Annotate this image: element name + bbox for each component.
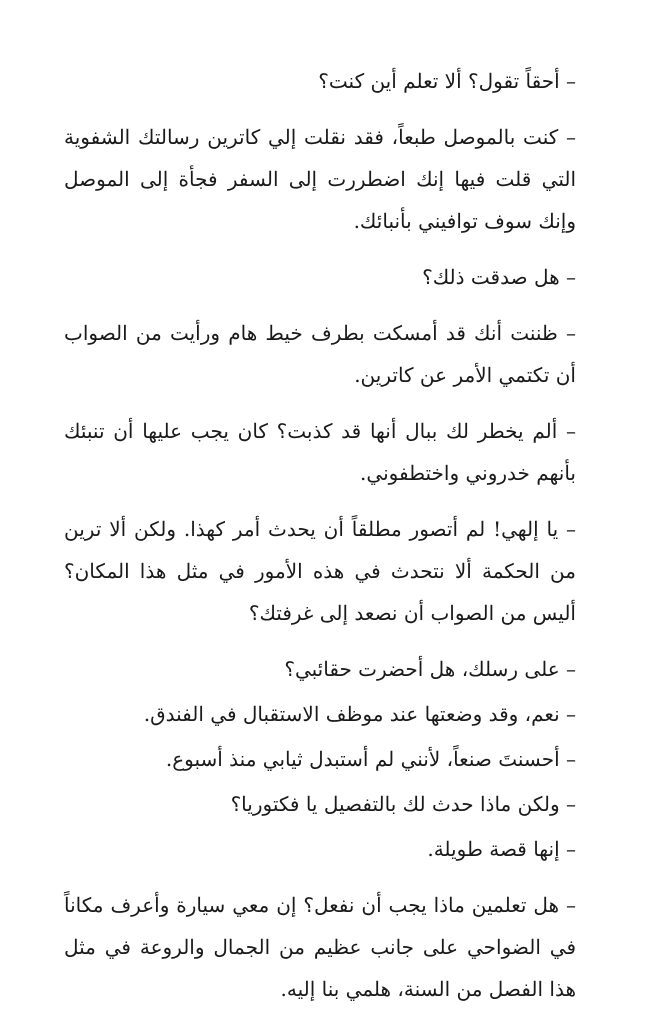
dialogue-paragraph-6: – يا إلهي! لم أتصور مطلقاً أن يحدث أمر كهذا. ولكن ألا ترين من الحكمة ألا نتحدث في هذه الأمور في مثل هذا المكان؟ أليس من الصواب أن نصعد إلى غرفتك؟ bbox=[64, 517, 576, 625]
dialogue-paragraph-8: – نعم، وقد وضعتها عند موظف الاستقبال في الفندق. bbox=[143, 702, 576, 726]
dialogue-paragraph-4: – ظننت أنك قد أمسكت بطرف خيط هام ورأيت من الصواب أن تكتمي الأمر عن كاترين. bbox=[64, 321, 577, 387]
dialogue-paragraph-12: – هل تعلمين ماذا يجب أن نفعل؟ إن معي سيارة وأعرف مكاناً في الضواحي على جانب عظيم من الجمال والروعة في مثل هذا الفصل من السنة، هلمي بنا إليه. bbox=[64, 893, 576, 1001]
dialogue-paragraph-5: – ألم يخطر لك ببال أنها قد كذبت؟ كان يجب عليها أن تنبئك بأنهم خدروني واختطفوني. bbox=[64, 419, 576, 485]
dialogue-paragraph-9: – أحسنتَ صنعاً، لأنني لم أستبدل ثيابي منذ أسبوع. bbox=[165, 747, 576, 771]
dialogue-paragraph-7: – على رسلك، هل أحضرت حقائبي؟ bbox=[284, 657, 576, 681]
dialogue-paragraph-2: – كنت بالموصل طبعاً، فقد نقلت إلي كاترين رسالتك الشفوية التي قلت فيها إنك اضطررت إلى السفر فجأة إلى الموصل وإنك سوف توافيني بأنبائك. bbox=[64, 125, 576, 233]
dialogue-paragraph-11: – إنها قصة طويلة. bbox=[427, 837, 576, 861]
dialogue-paragraph-1: – أحقاً تقول؟ ألا تعلم أين كنت؟ bbox=[318, 69, 576, 93]
book-page bbox=[64, 60, 576, 1024]
dialogue-paragraph-3: – هل صدقت ذلك؟ bbox=[422, 265, 576, 289]
dialogue-paragraph-10: – ولكن ماذا حدث لك بالتفصيل يا فكتوريا؟ bbox=[230, 792, 576, 816]
